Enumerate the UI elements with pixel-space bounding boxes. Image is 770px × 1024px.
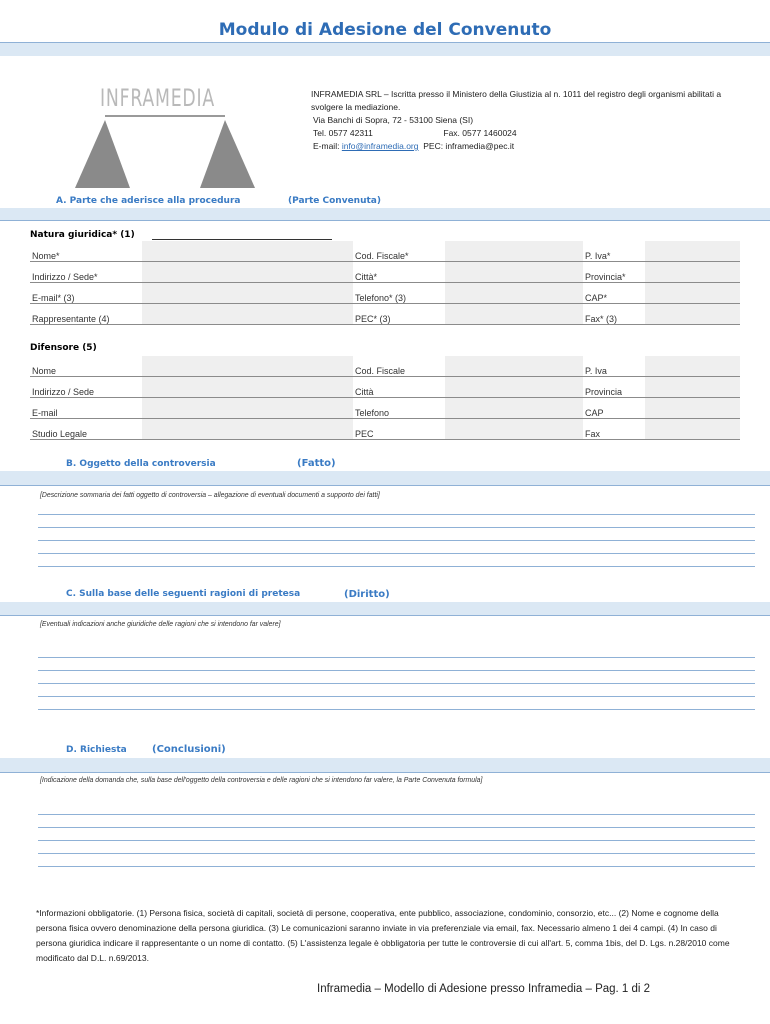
section-c-line[interactable] <box>38 709 755 710</box>
section-c-line[interactable] <box>38 696 755 697</box>
section-b-band-line <box>0 485 770 486</box>
section-b-sub: (Fatto) <box>297 458 336 469</box>
title-band <box>0 42 770 56</box>
section-d-line[interactable] <box>38 866 755 867</box>
field-input[interactable] <box>445 356 583 377</box>
field-label: CAP <box>583 398 645 419</box>
field-input[interactable] <box>142 356 353 377</box>
field-label: Nome <box>30 356 142 377</box>
difensore-heading: Difensore (5) <box>30 343 97 353</box>
section-d-line[interactable] <box>38 814 755 815</box>
logo: INFRAMEDIA <box>100 84 216 112</box>
field-label: Cod. Fiscale <box>353 356 445 377</box>
field-input[interactable] <box>445 262 583 283</box>
difensore-table <box>30 356 740 440</box>
section-c-band-line <box>0 615 770 616</box>
field-input[interactable] <box>142 398 353 419</box>
field-input[interactable] <box>142 283 353 304</box>
section-c-line[interactable] <box>38 657 755 658</box>
section-c-line[interactable] <box>38 683 755 684</box>
company-pec: PEC: inframedia@pec.it <box>423 141 515 151</box>
field-input[interactable] <box>645 377 740 398</box>
field-input[interactable] <box>645 398 740 419</box>
field-input[interactable] <box>645 304 740 325</box>
field-input[interactable] <box>445 419 583 440</box>
form-row <box>30 304 740 325</box>
section-a-band-line <box>0 220 770 221</box>
company-email-link[interactable]: info@inframedia.org <box>341 141 419 151</box>
field-label: Cod. Fiscale* <box>353 241 445 262</box>
field-input[interactable] <box>142 241 353 262</box>
field-input[interactable] <box>645 262 740 283</box>
field-label: Fax <box>583 419 645 440</box>
section-d-band-line <box>0 772 770 773</box>
field-input[interactable] <box>445 377 583 398</box>
title-band-line <box>0 42 770 43</box>
field-input[interactable] <box>142 377 353 398</box>
company-tel: Tel. 0577 42311 <box>313 128 373 138</box>
field-label: Telefono <box>353 398 445 419</box>
section-d-line[interactable] <box>38 853 755 854</box>
section-b-line[interactable] <box>38 540 755 541</box>
form-row <box>30 262 740 283</box>
field-label: Nome* <box>30 241 142 262</box>
field-label: Indirizzo / Sede <box>30 377 142 398</box>
section-c-sub: (Diritto) <box>344 589 390 600</box>
field-input[interactable] <box>142 304 353 325</box>
section-b-line[interactable] <box>38 553 755 554</box>
company-address: Via Banchi di Sopra, 72 - 53100 Siena (SI) <box>313 115 474 125</box>
form-row <box>30 377 740 398</box>
field-label: Telefono* (3) <box>353 283 445 304</box>
section-b-description: [Descrizione sommaria dei fatti oggetto di controversia – allegazione di eventuali documenti a supporto dei fatti] <box>40 490 380 499</box>
section-b-line[interactable] <box>38 514 755 515</box>
field-input[interactable] <box>645 283 740 304</box>
section-c-heading: C. Sulla base delle seguenti ragioni di pretesa <box>66 589 301 599</box>
field-label: Città <box>353 377 445 398</box>
section-a-sub: (Parte Convenuta) <box>288 196 381 206</box>
natura-giuridica-label: Natura giuridica* (1) <box>30 230 135 240</box>
section-c-line[interactable] <box>38 670 755 671</box>
section-b-line[interactable] <box>38 527 755 528</box>
section-a-heading: A. Parte che aderisce alla procedura <box>56 196 241 206</box>
field-label: PEC* (3) <box>353 304 445 325</box>
field-label: Provincia <box>583 377 645 398</box>
section-b-band <box>0 471 770 485</box>
parte-table <box>30 241 740 325</box>
field-label: Studio Legale <box>30 419 142 440</box>
section-d-line[interactable] <box>38 827 755 828</box>
field-label: Città* <box>353 262 445 283</box>
footnote: *Informazioni obbligatorie. (1) Persona fisica, società di capitali, società di persone, cooperativa, ente pubblico, associazione, condominio, consorzio, etc... (2) Nome e cognome della persona fisica ovvero denominazione della persona giuridica. (3) Le comunicazioni saranno inviate in via preferenziale via email, fax. Necessario almeno 1 dei 4 campi. (4) In caso di persona giuridica indicare il rappresentante o un nome di contatto. (5) L'assistenza legale è obbligatoria per tutte le controversie di cui all'art. 5, comma 1bis, del D. Lgs. n.28/2010 come modificato dal D.L. n.69/2013. <box>36 908 730 963</box>
form-row <box>30 356 740 377</box>
section-c-description: [Eventuali indicazioni anche giuridiche delle ragioni che si intendono far valere] <box>40 619 281 628</box>
company-registration: INFRAMEDIA SRL – Iscritta presso il Ministero della Giustizia al n. 1011 del registro degli organismi abilitati a svolgere la mediazione. <box>311 89 722 112</box>
company-fax: Fax. 0577 1460024 <box>443 128 517 138</box>
field-label: P. Iva <box>583 356 645 377</box>
field-input[interactable] <box>445 398 583 419</box>
field-label: PEC <box>353 419 445 440</box>
section-c-band <box>0 602 770 615</box>
company-email-label: E-mail: <box>313 141 340 151</box>
field-input[interactable] <box>645 419 740 440</box>
section-a-band <box>0 208 770 220</box>
field-label: CAP* <box>583 283 645 304</box>
section-d-sub: (Conclusioni) <box>152 744 226 755</box>
field-label: Provincia* <box>583 262 645 283</box>
field-input[interactable] <box>445 304 583 325</box>
form-row <box>30 241 740 262</box>
section-d-heading: D. Richiesta <box>66 745 127 755</box>
scales-logo-icon <box>75 110 255 190</box>
field-label: Fax* (3) <box>583 304 645 325</box>
section-d-band <box>0 758 770 772</box>
form-row <box>30 283 740 304</box>
section-b-line[interactable] <box>38 566 755 567</box>
section-b-heading: B. Oggetto della controversia <box>66 459 216 469</box>
field-input[interactable] <box>445 283 583 304</box>
field-input[interactable] <box>142 419 353 440</box>
page-footer: Inframedia – Modello di Adesione presso Inframedia – Pag. 1 di 2 <box>317 983 651 995</box>
field-label: Indirizzo / Sede* <box>30 262 142 283</box>
page-title: Modulo di Adesione del Convenuto <box>218 20 552 40</box>
field-label: E-mail* (3) <box>30 283 142 304</box>
company-info <box>311 88 731 153</box>
section-d-line[interactable] <box>38 840 755 841</box>
field-label: E-mail <box>30 398 142 419</box>
field-input[interactable] <box>142 262 353 283</box>
field-label: Rappresentante (4) <box>30 304 142 325</box>
form-row <box>30 419 740 440</box>
field-label: P. Iva* <box>583 241 645 262</box>
form-row <box>30 398 740 419</box>
section-d-description: [Indicazione della domanda che, sulla base dell'oggetto della controversia e delle ragioni che si intendono far valere, la Parte Convenuta formula] <box>40 775 483 784</box>
field-input[interactable] <box>645 241 740 262</box>
field-input[interactable] <box>645 356 740 377</box>
field-input[interactable] <box>445 241 583 262</box>
natura-giuridica-field[interactable] <box>152 239 332 240</box>
